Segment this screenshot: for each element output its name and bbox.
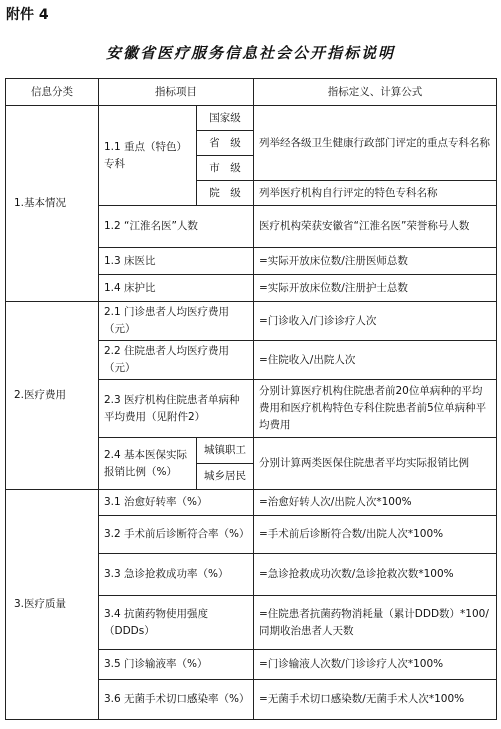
- table-row: [6, 106, 497, 131]
- item-cell: 3.2 手术前后诊断符合率（%）: [99, 516, 254, 554]
- item-cell: 1.1 重点（特色）专科: [99, 106, 197, 206]
- definition-cell: =住院收入/出院人次: [254, 341, 497, 380]
- category-cell: 3.医疗质量: [6, 490, 99, 720]
- definition-cell: =门诊输液人次数/门诊诊疗人次*100%: [254, 650, 497, 680]
- indicator-table: [5, 78, 497, 720]
- definition-cell: =急诊抢救成功次数/急诊抢救次数*100%: [254, 554, 497, 596]
- definition-cell: =实际开放床位数/注册医师总数: [254, 248, 497, 275]
- definition-cell: 医疗机构荣获安徽省“江淮名医”荣誉称号人数: [254, 206, 497, 248]
- level-cell: 省 级: [197, 131, 254, 156]
- insurance-type-cell: 城镇职工: [197, 438, 254, 464]
- definition-cell: =无菌手术切口感染数/无菌手术人次*100%: [254, 680, 497, 720]
- level-cell: 市 级: [197, 156, 254, 181]
- definition-cell: =住院患者抗菌药物消耗量（累计DDD数）*100/同期收治患者人天数: [254, 596, 497, 650]
- item-cell: 2.1 门诊患者人均医疗费用（元）: [99, 302, 254, 341]
- definition-cell: =治愈好转人次/出院人次*100%: [254, 490, 497, 516]
- level-cell: 院 级: [197, 181, 254, 206]
- page-title: 安徽省医疗服务信息社会公开指标说明: [105, 44, 395, 62]
- definition-cell: 列举医疗机构自行评定的特色专科名称: [254, 181, 497, 206]
- item-cell: 3.6 无菌手术切口感染率（%）: [99, 680, 254, 720]
- definition-cell: =手术前后诊断符合数/出院人次*100%: [254, 516, 497, 554]
- item-cell: 1.2 “江淮名医”人数: [99, 206, 254, 248]
- column-header: 指标项目: [99, 79, 254, 106]
- table-row: [6, 490, 497, 516]
- table-header-row: [6, 79, 497, 106]
- definition-cell: 分别计算医疗机构住院患者前20位单病种的平均费用和医疗机构特色专科住院患者前5位单病种平均费用: [254, 380, 497, 438]
- item-cell: 2.4 基本医保实际报销比例（%）: [99, 438, 197, 490]
- definition-cell: =实际开放床位数/注册护士总数: [254, 275, 497, 302]
- definition-cell: =门诊收入/门诊诊疗人次: [254, 302, 497, 341]
- item-cell: 3.4 抗菌药物使用强度（DDDs）: [99, 596, 254, 650]
- definition-cell: 列举经各级卫生健康行政部门评定的重点专科名称: [254, 106, 497, 181]
- attachment-label: 附件 4: [6, 7, 49, 23]
- item-cell: 1.4 床护比: [99, 275, 254, 302]
- column-header: 信息分类: [6, 79, 99, 106]
- column-header: 指标定义、计算公式: [254, 79, 497, 106]
- category-cell: 1.基本情况: [6, 106, 99, 302]
- item-cell: 3.5 门诊输液率（%）: [99, 650, 254, 680]
- item-cell: 1.3 床医比: [99, 248, 254, 275]
- item-cell: 3.3 急诊抢救成功率（%）: [99, 554, 254, 596]
- definition-cell: 分别计算两类医保住院患者平均实际报销比例: [254, 438, 497, 490]
- level-cell: 国家级: [197, 106, 254, 131]
- category-cell: 2.医疗费用: [6, 302, 99, 490]
- item-cell: 2.3 医疗机构住院患者单病种平均费用（见附件2）: [99, 380, 254, 438]
- item-cell: 2.2 住院患者人均医疗费用（元）: [99, 341, 254, 380]
- table-row: [6, 302, 497, 341]
- insurance-type-cell: 城乡居民: [197, 464, 254, 490]
- item-cell: 3.1 治愈好转率（%）: [99, 490, 254, 516]
